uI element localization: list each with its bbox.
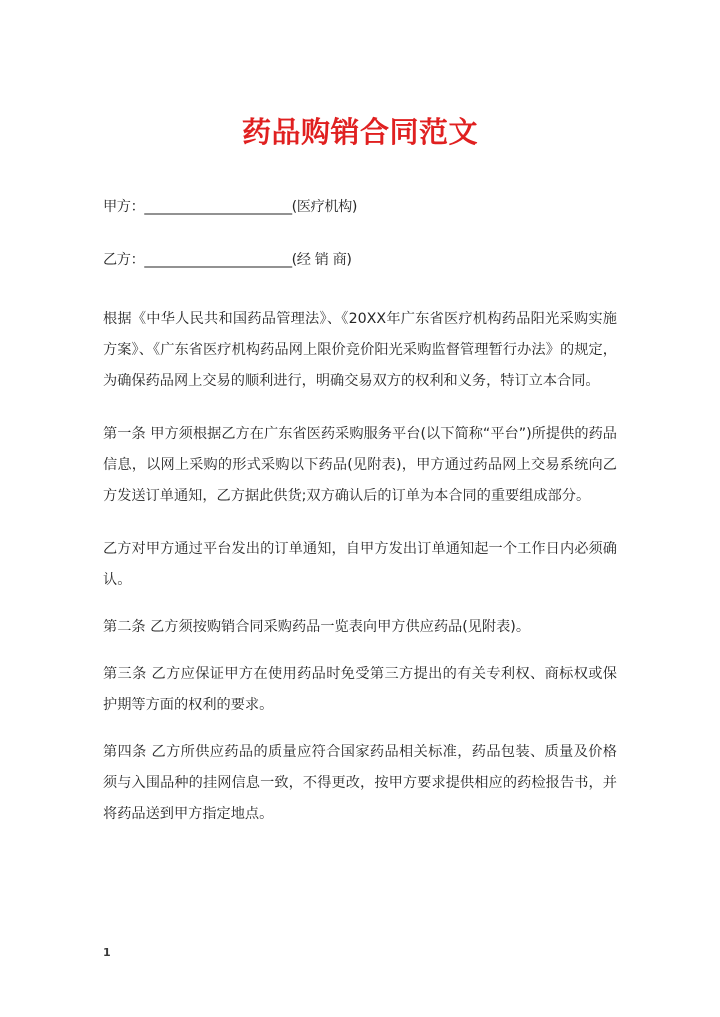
party-blank-second: ______________________ xyxy=(144,252,292,268)
page-number: 1 xyxy=(103,946,111,959)
party-line-first xyxy=(103,192,617,223)
paragraph-preamble: 根据《中华人民共和国药品管理法》、《20XX年广东省医疗机构药品阳光采购实施方案》、《广东省医疗机构药品网上限价竞价阳光采购监督管理暂行办法》的规定，为确保药品网上交易的顺利进行，明确交易双方的权利和义务，特订立本合同。 xyxy=(103,311,617,389)
party-role-first: (医疗机构) xyxy=(291,199,358,215)
paragraph-article-1: 第一条 甲方须根据乙方在广东省医药采购服务平台(以下简称“平台”)所提供的药品信息，以网上采购的形式采购以下药品(见附表)，甲方通过药品网上交易系统向乙方发送订单通知，乙方据此供货;双方确认后的订单为本合同的重要组成部分。 xyxy=(103,426,617,504)
document-body xyxy=(103,192,617,830)
party-label-second: 乙方： xyxy=(103,252,145,268)
paragraph-article-4: 第四条 乙方所供应药品的质量应符合国家药品相关标准，药品包装、质量及价格须与入围品种的挂网信息一致，不得更改，按甲方要求提供相应的药检报告书，并将药品送到甲方指定地点。 xyxy=(103,744,617,822)
paragraph-article-1-sub: 乙方对甲方通过平台发出的订单通知，自甲方发出订单通知起一个工作日内必须确认。 xyxy=(103,541,617,588)
party-label-first: 甲方： xyxy=(103,199,145,215)
paragraph-article-3: 第三条 乙方应保证甲方在使用药品时免受第三方提出的有关专利权、商标权或保护期等方面的权利的要求。 xyxy=(103,666,617,713)
party-role-second: (经 销 商) xyxy=(291,252,352,268)
paragraph-article-2: 第二条 乙方须按购销合同采购药品一览表向甲方供应药品(见附表)。 xyxy=(103,619,531,635)
party-blank-first: ______________________ xyxy=(144,199,292,215)
party-line-second xyxy=(103,245,617,276)
page-title: 药品购销合同范文 xyxy=(241,115,478,149)
